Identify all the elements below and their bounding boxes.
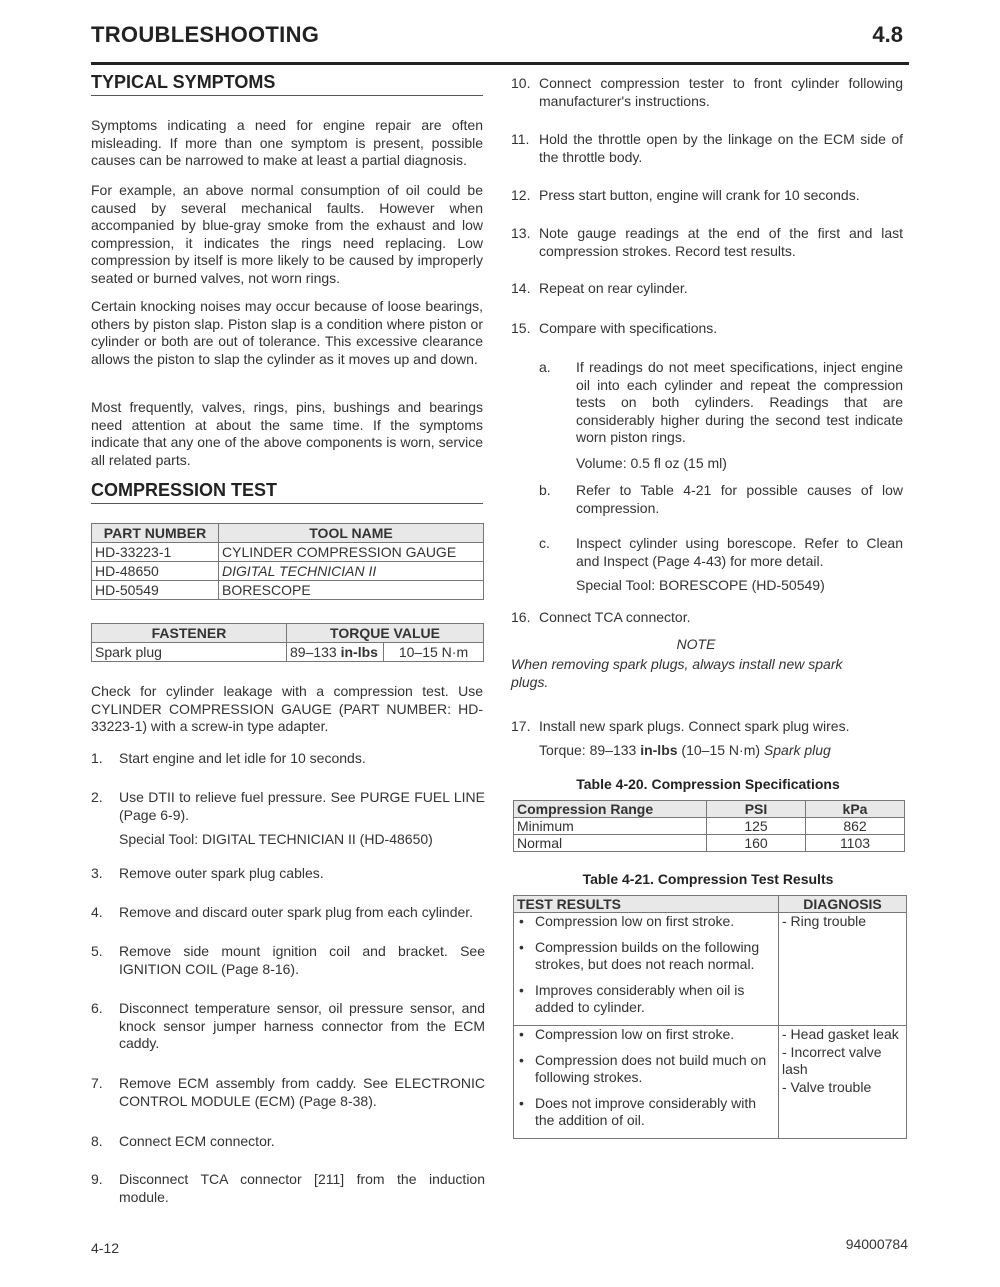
step-8: 8. Connect ECM connector. bbox=[91, 1133, 275, 1149]
diagnosis-item: - Valve trouble bbox=[782, 1078, 872, 1095]
step-3: 3. Remove outer spark plug cables. bbox=[91, 865, 324, 881]
special-tool-text: Special Tool: DIGITAL TECHNICIAN II (HD-48650) bbox=[119, 831, 433, 847]
test-results-cell bbox=[514, 913, 779, 1026]
list-item: • Compression low on first stroke. bbox=[517, 1026, 775, 1044]
step-4: 4. Remove and discard outer spark plug from each cylinder. bbox=[91, 904, 474, 920]
page-header-title: TROUBLESHOOTING bbox=[91, 22, 320, 47]
compression-intro: Check for cylinder leakage with a compression test. Use CYLINDER COMPRESSION GAUGE (PART NUMBER: HD-33223-1) with a screw-in type adapter. bbox=[91, 683, 483, 735]
part-number-cell: HD-48650 bbox=[92, 562, 219, 581]
tool-name-cell: DIGITAL TECHNICIAN II bbox=[219, 562, 484, 581]
torque-spec-text: Torque: 89–133 in-lbs (10–15 N·m) Spark plug bbox=[539, 742, 831, 758]
tools-header-tool-name: TOOL NAME bbox=[219, 524, 484, 543]
list-item: • Compression does not build much on following strokes. bbox=[517, 1052, 775, 1087]
symptoms-paragraph-3: Certain knocking noises may occur because of loose bearings, others by piston slap. Piston slap is a condition where piston or cylinder or both are out of tolerance. This excessive clearance allows the piston to slap the cylinder as it moves up and down. bbox=[91, 298, 483, 367]
step-15: 15. Compare with specifications. bbox=[511, 320, 718, 336]
list-item: • Improves considerably when oil is added to cylinder. bbox=[517, 982, 775, 1017]
step-9: 9. Disconnect TCA connector [211] from the induction module. bbox=[91, 1171, 485, 1205]
substep-b: b. Refer to Table 4-21 for possible causes of low compression. bbox=[539, 482, 903, 516]
compression-test-results-table bbox=[513, 895, 907, 1139]
header-diagnosis: DIAGNOSIS bbox=[779, 896, 907, 913]
diagnosis-cell bbox=[779, 1025, 907, 1138]
step-16: 16. Connect TCA connector. bbox=[511, 609, 691, 625]
symptoms-paragraph-4: Most frequently, valves, rings, pins, bushings and bearings need attention at about the same time. If the symptoms indicate that any one of the above components is worn, service all related parts. bbox=[91, 399, 483, 468]
table-row bbox=[514, 913, 907, 1026]
range-cell: Minimum bbox=[514, 818, 707, 835]
note-heading: NOTE bbox=[676, 636, 716, 652]
note-text: When removing spark plugs, always install new spark plugs. bbox=[511, 656, 843, 690]
list-item: • Compression low on first stroke. bbox=[517, 913, 775, 931]
tool-name-cell: BORESCOPE bbox=[219, 581, 484, 600]
substep-a: a. If readings do not meet specifications, inject engine oil into each cylinder and repeat the compression tests on both cylinders. Readings that are considerably higher during the second test indicate worn piston rings. Volume: 0.5 fl oz (15 ml) bbox=[539, 359, 903, 471]
header-test-results: TEST RESULTS bbox=[514, 896, 779, 913]
diagnosis-cell bbox=[779, 913, 907, 1026]
compression-specifications-table bbox=[513, 800, 905, 852]
psi-cell: 125 bbox=[707, 818, 806, 835]
torque-imperial-cell: 89–133 in-lbs bbox=[287, 643, 384, 662]
table-row bbox=[514, 818, 905, 835]
header-compression-range: Compression Range bbox=[514, 801, 707, 818]
table-4-20-caption: Table 4-20. Compression Specifications bbox=[576, 776, 840, 792]
step-17: 17. Install new spark plugs. Connect spark plug wires. Torque: 89–133 in-lbs (10–15 N·m) Spark plug bbox=[511, 718, 850, 758]
psi-cell: 160 bbox=[707, 835, 806, 852]
list-item: • Compression builds on the following strokes, but does not reach normal. bbox=[517, 939, 775, 974]
step-11: 11. Hold the throttle open by the linkage on the ECM side of the throttle body. bbox=[511, 131, 903, 165]
test-results-cell bbox=[514, 1025, 779, 1138]
step-14: 14. Repeat on rear cylinder. bbox=[511, 280, 688, 296]
kpa-cell: 862 bbox=[806, 818, 905, 835]
header-rule bbox=[91, 62, 909, 65]
part-number-cell: HD-50549 bbox=[92, 581, 219, 600]
table-4-21-caption: Table 4-21. Compression Test Results bbox=[582, 871, 834, 887]
table-row bbox=[92, 643, 484, 662]
table-row bbox=[514, 1025, 907, 1138]
step-12: 12. Press start button, engine will crank for 10 seconds. bbox=[511, 187, 860, 203]
table-row bbox=[92, 562, 484, 581]
special-tool-text: Special Tool: BORESCOPE (HD-50549) bbox=[576, 577, 825, 593]
tools-table bbox=[91, 523, 484, 600]
symptoms-paragraph-2: For example, an above normal consumption of oil could be caused by several mechanical faults. However when accompanied by blue-gray smoke from the exhaust and low compression, it indicates the rings need replacing. Low compression by itself is more likely to be caused by improperly seated or burned valves, not worn rings. bbox=[91, 182, 483, 286]
step-2: 2. Use DTII to relieve fuel pressure. See PURGE FUEL LINE (Page 6-9). Special Tool: DIGITAL TECHNICIAN II (HD-48650) bbox=[91, 789, 485, 847]
section-number: 4.8 bbox=[872, 22, 903, 47]
step-6: 6. Disconnect temperature sensor, oil pressure sensor, and knock sensor jumper harness connector from the ECM caddy. bbox=[91, 1000, 485, 1052]
step-7: 7. Remove ECM assembly from caddy. See ELECTRONIC CONTROL MODULE (ECM) (Page 8-38). bbox=[91, 1075, 485, 1109]
part-number-cell: HD-33223-1 bbox=[92, 543, 219, 562]
step-5: 5. Remove side mount ignition coil and bracket. See IGNITION COIL (Page 8-16). bbox=[91, 943, 485, 977]
fastener-header: FASTENER bbox=[92, 624, 287, 643]
range-cell: Normal bbox=[514, 835, 707, 852]
substep-c: c. Inspect cylinder using borescope. Refer to Clean and Inspect (Page 4-43) for more detail. Special Tool: BORESCOPE (HD-50549) bbox=[539, 535, 903, 593]
diagnosis-item: - Incorrect valve lash bbox=[782, 1043, 882, 1078]
torque-header: TORQUE VALUE bbox=[287, 624, 484, 643]
step-1: 1. Start engine and let idle for 10 seconds. bbox=[91, 750, 366, 766]
torque-metric-cell: 10–15 N·m bbox=[384, 643, 484, 662]
table-row bbox=[514, 835, 905, 852]
compression-test-heading: COMPRESSION TEST bbox=[91, 480, 483, 504]
step-10: 10. Connect compression tester to front cylinder following manufacturer's instructions. bbox=[511, 75, 903, 109]
header-psi: PSI bbox=[707, 801, 806, 818]
volume-text: Volume: 0.5 fl oz (15 ml) bbox=[576, 455, 727, 471]
kpa-cell: 1103 bbox=[806, 835, 905, 852]
typical-symptoms-heading: TYPICAL SYMPTOMS bbox=[91, 72, 483, 96]
fastener-table bbox=[91, 623, 484, 662]
fastener-cell: Spark plug bbox=[92, 643, 287, 662]
header-kpa: kPa bbox=[806, 801, 905, 818]
tool-name-cell: CYLINDER COMPRESSION GAUGE bbox=[219, 543, 484, 562]
list-item: • Does not improve considerably with the addition of oil. bbox=[517, 1095, 775, 1130]
table-row bbox=[92, 581, 484, 600]
page-number: 4-12 bbox=[91, 1240, 120, 1256]
tools-header-part-number: PART NUMBER bbox=[92, 524, 219, 543]
diagnosis-item: - Head gasket leak bbox=[782, 1025, 899, 1042]
step-13: 13. Note gauge readings at the end of the first and last compression strokes. Record test results. bbox=[511, 225, 903, 259]
table-row bbox=[92, 543, 484, 562]
document-number: 94000784 bbox=[845, 1236, 908, 1252]
diagnosis-item: - Ring trouble bbox=[782, 913, 867, 929]
symptoms-paragraph-1: Symptoms indicating a need for engine repair are often misleading. If more than one symptom is present, possible causes can be narrowed to make at least a partial diagnosis. bbox=[91, 117, 483, 169]
